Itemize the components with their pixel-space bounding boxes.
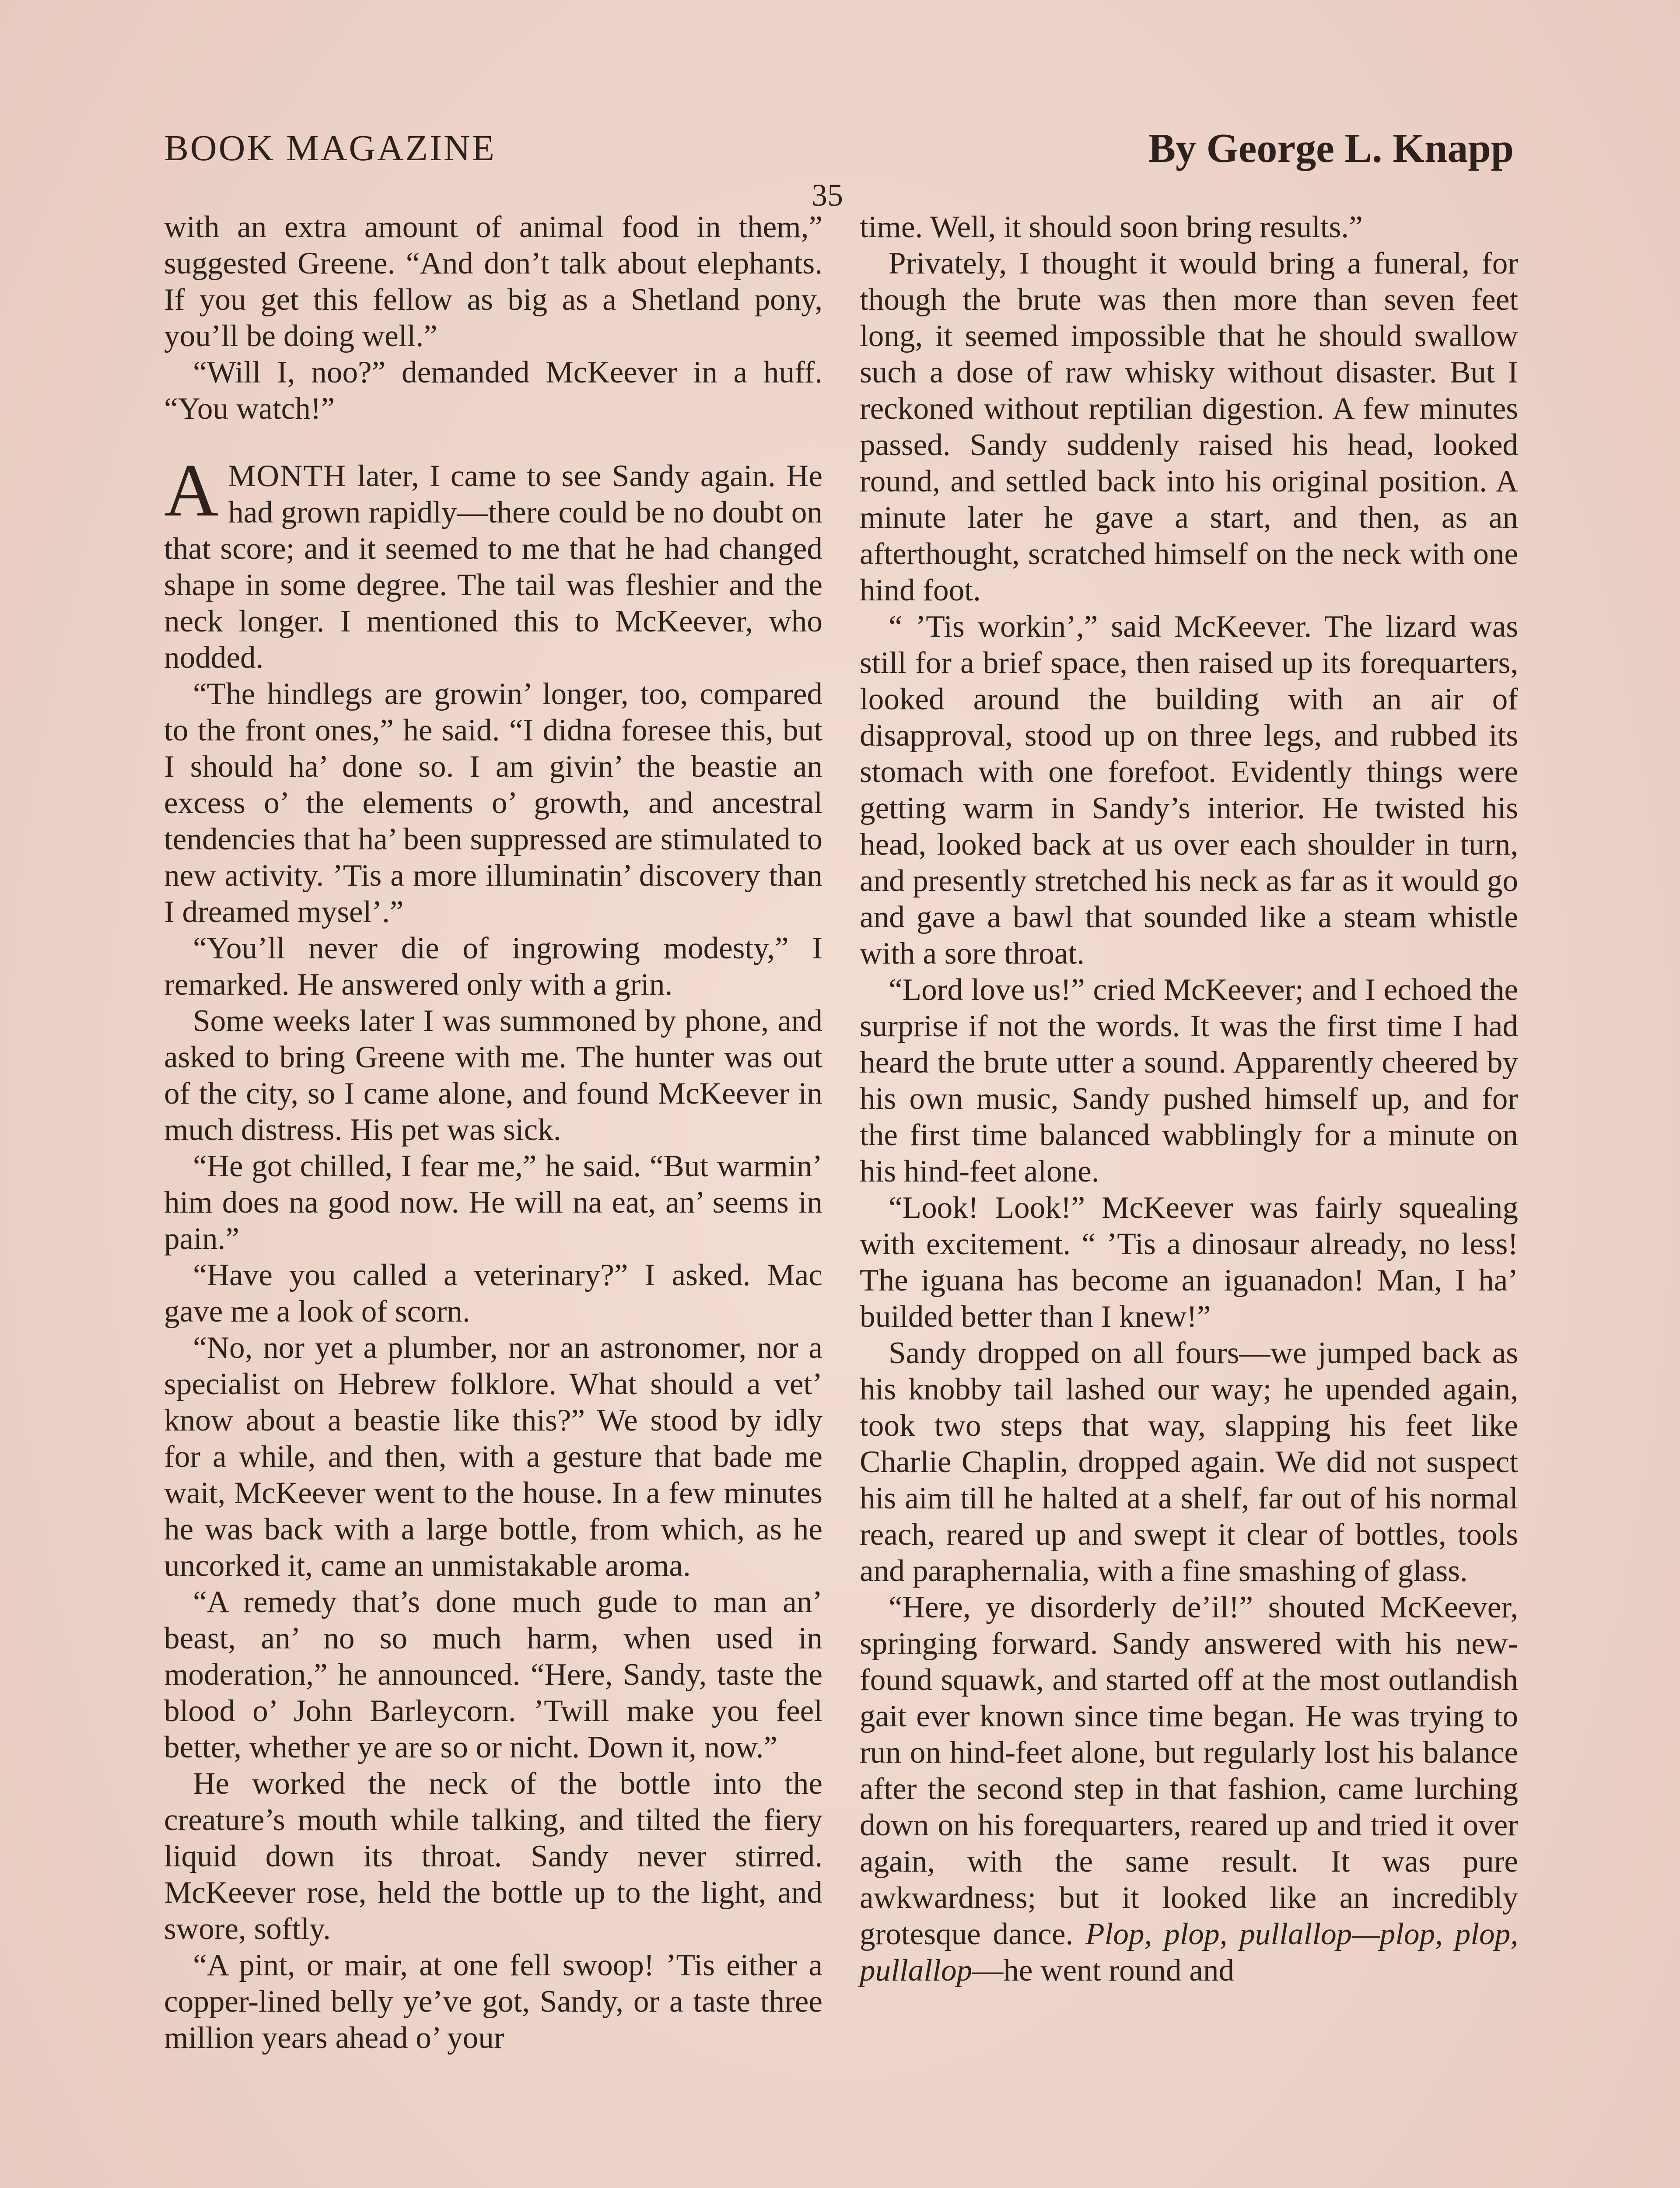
paragraph: “No, nor yet a plumber, nor an astronomer, nor a specialist on Hebrew folklore. What should a vet’ know about a beastie like this?” We stood by idly for a while, and then, with a gesture that bade me wait, McKeever went to the house. In a few minutes he was back with a large bottle, from which, as he uncorked it, came an unmistakable aroma. [164,1331,822,1583]
paragraph: Some weeks later I was summoned by phone, and asked to bring Greene with me. The hunter was out of the city, so I came alone, and found McKeever in much distress. His pet was sick. [164,1004,822,1147]
section-opening-paragraph [164,449,822,676]
drop-cap: A [164,449,219,532]
paragraph: “Look! Look!” McKeever was fairly squealing with excitement. “ ’Tis a dinosaur already, no less! The iguana has become an iguanadon! Man, I ha’ builded better than I knew!” [860,1191,1518,1334]
paragraph: “Have you called a veterinary?” I asked. Mac gave me a look of scorn. [164,1258,822,1329]
paragraph: Privately, I thought it would bring a funeral, for though the brute was then more than seven feet long, it seemed impossible that he should swallow such a dose of raw whisky without disaster. But I reckoned without reptilian digestion. A few minutes passed. Sandy suddenly raised his head, looked round, and settled back into his original position. A minute later he gave a start, and then, as an afterthought, scratched himself on the neck with one hind foot. [860,246,1518,607]
paragraph: “He got chilled, I fear me,” he said. “But warmin’ him does na good now. He will na eat, an’ seems in pain.” [164,1149,822,1256]
paragraph: “Lord love us!” cried McKeever; and I echoed the surprise if not the words. It was the first time I had heard the brute utter a sound. Apparently cheered by his own music, Sandy pushed himself up, and for the first time balanced wabblingly for a minute on his hind-feet alone. [860,973,1518,1189]
paragraph: “Will I, noo?” demanded McKeever in a huff. “You watch!” [164,355,822,426]
paragraph-text: later, I came to see Sandy again. He had grown rapidly—there could be no doubt on that score; and it seemed to me that he had changed shape in some degree. The tail was fleshier and the neck longer. I mentioned this to McKeever, who nodded. [164,459,822,675]
paragraph: “The hindlegs are growin’ longer, too, compared to the front ones,” he said. “I didna foresee this, but I should ha’ done so. I am givin’ the beastie an excess o’ the elements o’ growth, and ancestral tendencies that ha’ been suppressed are stimulated to new activity. ’Tis a more illuminatin’ discovery than I dreamed mysel’.” [164,677,822,929]
page-number: 35 [812,178,843,213]
paragraph-text: —he went round and [972,1953,1235,1988]
paragraph: “A remedy that’s done much gude to man an’ beast, an’ no so much harm, when used in moderation,” he announced. “Here, Sandy, taste the blood o’ John Barleycorn. ’Twill make you feel better, whether ye are so or nicht. Down it, now.” [164,1585,822,1764]
paragraph: “You’ll never die of ingrowing modesty,” I remarked. He answered only with a grin. [164,931,822,1002]
paragraph: “A pint, or mair, at one fell swoop! ’Tis either a copper-lined belly ye’ve got, Sandy, or a taste three million years ahead o’ your [164,1948,822,2055]
paragraph: “ ’Tis workin’,” said McKeever. The lizard was still for a brief space, then raised up its forequarters, looked around the building with an air of disapproval, stood up on three legs, and rubbed its stomach with one forefoot. Evidently things were getting warm in Sandy’s interior. He twisted his head, looked back at us over each shoulder in turn, and presently stretched his neck as far as it would go and gave a bawl that sounded like a steam whistle with a sore throat. [860,610,1518,971]
italic-sound-effect: Plop, plop, pullallop—plop, plop, pullallop [860,1917,1519,1988]
paragraph: with an extra amount of animal food in them,” suggested Greene. “And don’t talk about elephants. If you get this fellow as big as a Shetland pony, you’ll be doing well.” [164,210,822,353]
right-text-column [860,209,1518,1989]
paragraph: Sandy dropped on all fours—we jumped back as his knobby tail lashed our way; he upended again, took two steps that way, slapping his feet like Charlie Chaplin, dropped again. We did not suspect his aim till he halted at a shelf, far out of his normal reach, reared up and swept it clear of bottles, tools and paraphernalia, with a fine smashing of glass. [860,1336,1518,1588]
left-text-column [164,209,822,2056]
publication-title: BOOK MAGAZINE [164,128,496,168]
paragraph: time. Well, it should soon bring results.” [860,210,1363,244]
author-byline: By George L. Knapp [1148,126,1514,171]
small-caps-word: MONTH [228,459,347,493]
paragraph-text: “Here, ye disorderly de’il!” shouted McKeever, springing forward. Sandy answered with his new-found squawk, and started off at the most outlandish gait ever known since time began. He was trying to run on hind-feet alone, but regularly lost his balance after the second step in that fashion, came lurching down on his forequarters, reared up and tried it over again, with the same result. It was pure awkwardness; but it looked like an incredibly grotesque dance. [860,1590,1518,1951]
paragraph [860,1589,1518,1989]
paragraph: He worked the neck of the bottle into the creature’s mouth while talking, and tilted the fiery liquid down its throat. Sandy never stirred. McKeever rose, held the bottle up to the light, and swore, softly. [164,1767,822,1946]
